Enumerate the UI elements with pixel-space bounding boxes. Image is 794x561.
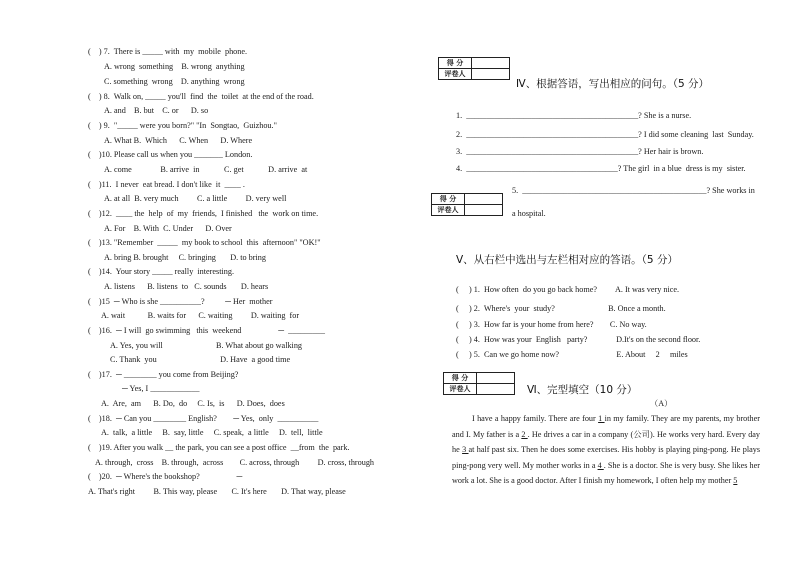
blank-2: 2 [521, 429, 528, 439]
section6-title: Ⅵ、完型填空（10 分） [527, 384, 638, 396]
q18-stem: ( )18. ─ Can you ________ English? ─ Yes, only __________ [88, 414, 319, 423]
section5-row5: ( ) 5. Can we go home now? E. About 2 miles [456, 350, 688, 359]
blank-4: 4 [597, 460, 604, 470]
q19-stem: ( )19. After you walk __ the park, you can see a post office __from the park. [88, 443, 350, 452]
q7-options-c: C. something wrong D. anything wrong [104, 77, 245, 86]
q11-stem: ( )11. I never eat bread. I don't like it ____ . [88, 180, 245, 189]
section5-row4: ( ) 4. How was your English party? D.It's on the second floor. [456, 335, 701, 344]
score-box-section6 [443, 372, 515, 395]
score-cell [465, 194, 503, 205]
section4-item5-cont: a hospital. [512, 209, 546, 218]
passage-text: in my family. They are my parents, my brother and I. My father is a [452, 414, 761, 439]
q14-options: A. listens B. listens to C. sounds D. hears [104, 282, 269, 291]
q8-options: A. and B. but C. or D. so [104, 106, 209, 115]
q13-options: A. bring B. brought C. bringing D. to bring [104, 253, 266, 262]
score-box-section4 [438, 57, 510, 80]
q13-stem: ( )13. "Remember _____ my book to school this afternoon" "OK!" [88, 238, 321, 247]
section4-item3: 3. __________________________________________? Her hair is brown. [456, 147, 704, 156]
q7-options-a: A. wrong something B. wrong anything [104, 62, 245, 71]
passage-label: （A） [650, 399, 673, 408]
section5-row1: ( ) 1. How often do you go back home? A. It was very nice. [456, 285, 680, 294]
passage-text: . He drives a car in a company (公司). He works very hard. Every day he [452, 429, 761, 455]
q12-stem: ( )12. ____ the help of my friends, I finished the work on time. [88, 209, 319, 218]
q16-options-a: A. Yes, you will B. What about go walking [110, 341, 303, 350]
q15-stem: ( )15 ─ Who is she __________? ─ Her mother [88, 297, 273, 306]
blank-5: 5 [733, 476, 738, 486]
section4-item2: 2. __________________________________________? I did some cleaning last Sunday. [456, 130, 754, 139]
q9-stem: ( ) 9. "_____ were you born?" "In Songtao, Guizhou." [88, 121, 277, 130]
grader-cell [477, 384, 515, 395]
section4-item4: 4. _____________________________________? The girl in a blue dress is my sister. [456, 164, 746, 173]
grader-label: 评卷人 [444, 384, 477, 395]
q7-stem: ( ) 7. There is _____ with my mobile phone. [88, 47, 248, 56]
q10-stem: ( )10. Please call us when you _______ London. [88, 150, 253, 159]
grader-label: 评卷人 [432, 205, 465, 216]
q17-response: ─ Yes, I ____________ [122, 384, 200, 393]
passage-text: I have a happy family. There are four [472, 414, 596, 423]
score-cell [472, 58, 510, 69]
section4-title: Ⅳ、根据答语，写出相应的问句。（5 分） [516, 78, 709, 90]
grader-cell [472, 69, 510, 80]
score-label: 得 分 [444, 373, 477, 384]
passage-text: at half past six. Then he does some exercises. His hobby is playing ping-pong. He plays ping-pong very well. My mother works in a [452, 445, 761, 470]
q9-options: A. What B. Which C. When D. Where [104, 136, 253, 145]
q11-options: A. at all B. very much C. a little D. very well [104, 194, 287, 203]
q20-stem: ( )20. ─ Where's the bookshop? ─ [88, 472, 243, 481]
grader-cell [465, 205, 503, 216]
section5-row2: ( ) 2. Where's your study? B. Once a month. [456, 304, 666, 313]
q16-options-c: C. Thank you D. Have a good time [110, 355, 291, 364]
section5-title: Ⅴ、从右栏中选出与左栏相对应的答语。（5 分） [456, 254, 678, 266]
score-label: 得 分 [439, 58, 472, 69]
q14-stem: ( )14. Your story _____ really interesting. [88, 267, 234, 276]
section5-row3: ( ) 3. How far is your home from here? C. No way. [456, 320, 647, 329]
q10-options: A. come B. arrive in C. get D. arrive at [104, 165, 308, 174]
q20-options: A. That's right B. This way, please C. It's here D. That way, please [88, 487, 346, 496]
q16-stem: ( )16. ─ I will go swimming this weekend ─ _________ [88, 326, 325, 335]
q18-options: A. talk, a little B. say, little C. speak, a little D. tell, little [101, 428, 323, 437]
q15-options: A. wait B. waits for C. waiting D. waiting for [101, 311, 300, 320]
score-cell [477, 373, 515, 384]
blank-1: 1 [598, 414, 605, 423]
section4-item1: 1. __________________________________________? She is a nurse. [456, 111, 692, 120]
score-label: 得 分 [432, 194, 465, 205]
grader-label: 评卷人 [439, 69, 472, 80]
passage-text: . She is a doctor. She is very busy. She likes her work a lot. She is a good doctor. After I finish my homework, I often help my mother [452, 460, 760, 486]
section4-item5: 5. _____________________________________________? She works in [512, 186, 755, 195]
q19-options: A. through, cross B. through, across C. across, through D. cross, through [95, 458, 375, 467]
q17-options: A. Are, am B. Do, do C. Is, is D. Does, does [101, 399, 285, 408]
q8-stem: ( ) 8. Walk on, _____ you'll find the toilet at the end of the road. [88, 92, 314, 101]
q12-options: A. For B. With C. Under D. Over [104, 224, 232, 233]
blank-3: 3 [462, 445, 469, 455]
cloze-passage [452, 411, 760, 489]
q17-stem: ( )17. ─ ________ you come from Beijing? [88, 370, 239, 379]
score-box-section5 [431, 193, 503, 216]
